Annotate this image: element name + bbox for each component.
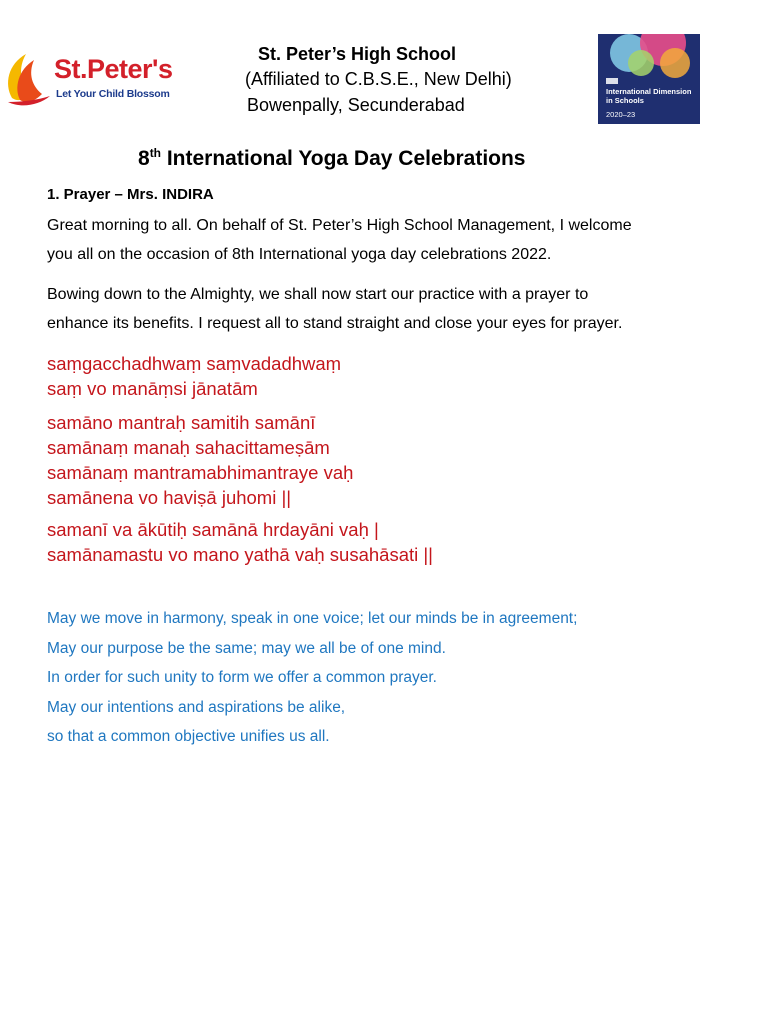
mantra-line: samāno mantraḥ samitih samānī: [47, 412, 316, 433]
mantra-line: samānena vo haviṣā juhomi ||: [47, 487, 292, 508]
mantra-stanza-1: [47, 351, 341, 401]
affiliation: (Affiliated to C.B.S.E., New Delhi): [245, 69, 512, 89]
paragraph-line: Great morning to all. On behalf of St. Peter’s High School Management, I welcome: [47, 217, 632, 234]
mantra-line: samanī va ākūtiḥ samānā hrdayāni vaḥ |: [47, 519, 379, 540]
prayer-translation: [47, 604, 577, 752]
school-logo: [4, 48, 174, 110]
welcome-paragraph: [47, 211, 747, 269]
mantra-line: samānamastu vo mano yathā vaḥ susahāsati ||: [47, 544, 433, 565]
school-name: St. Peter’s High School: [258, 44, 457, 64]
paragraph-line: Bowing down to the Almighty, we shall now start our practice with a prayer to: [47, 286, 589, 303]
paragraph-line: you all on the occasion of 8th International yoga day celebrations 2022.: [47, 246, 552, 263]
section-heading: 1. Prayer – Mrs. INDIRA: [47, 186, 214, 203]
logo-tagline: Let Your Child Blossom: [56, 88, 170, 100]
mantra-line: samānaṃ manaḥ sahacittameṣām: [47, 437, 330, 458]
mantra-line: saṃ vo manāṃsi jānatām: [47, 378, 258, 399]
international-dimension-badge: [598, 34, 700, 124]
school-address: Bowenpally, Secunderabad: [247, 95, 465, 115]
translation-line: May we move in harmony, speak in one voice; let our minds be in agreement;: [47, 610, 578, 627]
title-text: International Yoga Day Celebrations: [161, 147, 526, 170]
translation-line: In order for such unity to form we offer a common prayer.: [47, 669, 437, 686]
logo-name: St.Peter's: [54, 54, 173, 84]
translation-line: May our purpose be the same; may we all be of one mind.: [47, 639, 446, 657]
prayer-intro-paragraph: [47, 280, 747, 338]
badge-title: International Dimension in Schools: [606, 87, 692, 105]
mantra-stanza-3: [47, 517, 433, 567]
badge-years: 2020–23: [606, 110, 636, 119]
mantra-line: samānaṃ mantramabhimantraye vaḥ: [47, 462, 354, 483]
british-council-mark-icon: [606, 78, 618, 84]
mantra-stanza-2: [47, 410, 353, 510]
title-number: 8: [138, 147, 150, 170]
flame-petal-icon: [4, 50, 54, 108]
page-title: [138, 147, 526, 171]
mantra-line: saṃgacchadhwaṃ saṃvadadhwaṃ: [47, 353, 342, 374]
paragraph-line: enhance its benefits. I request all to stand straight and close your eyes for prayer.: [47, 315, 623, 332]
translation-line: so that a common objective unifies us all.: [47, 728, 330, 745]
translation-line: May our intentions and aspirations be alike,: [47, 698, 346, 716]
title-suffix: th: [149, 146, 162, 160]
